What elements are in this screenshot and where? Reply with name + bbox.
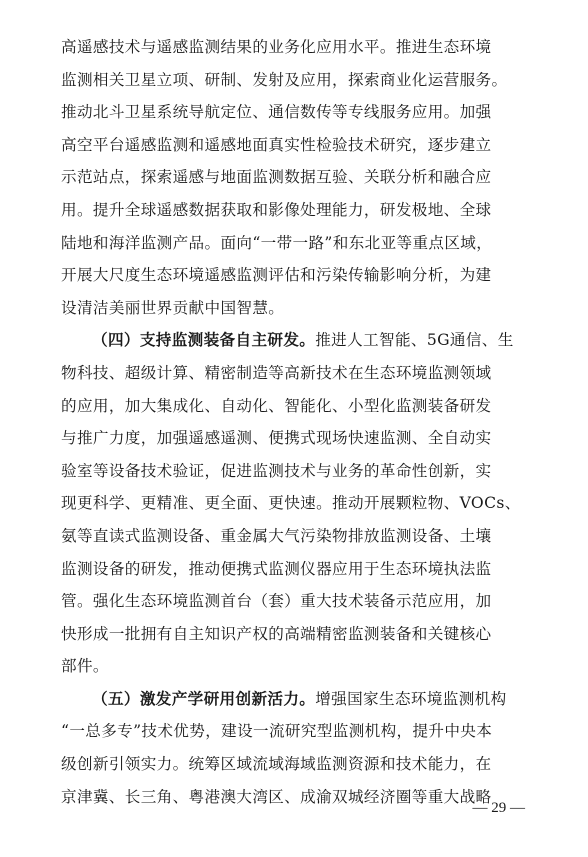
text-line: 监测相关卫星立项、研制、发射及应用，探索商业化运营服务。 xyxy=(61,70,508,89)
body-text xyxy=(61,31,541,813)
text-line: 高空平台遥感监测和遥感地面真实性检验技术研究，逐步建立 xyxy=(61,135,492,154)
text-line: 级创新引领实力。统筹区域流域海域监测资源和技术能力，在 xyxy=(61,755,492,774)
text-line: 与推广力度，加强遥感遥测、便携式现场快速监测、全自动实 xyxy=(61,429,492,448)
text-line: “一总多专”技术优势，建设一流研究型监测机构，提升中央本 xyxy=(61,722,493,741)
text-line: 部件。 xyxy=(61,657,109,676)
section-5-first-line xyxy=(61,683,541,716)
text-line: 高遥感技术与遥感监测结果的业务化应用水平。推进生态环境 xyxy=(61,38,492,56)
text-line: 物科技、超级计算、精密制造等高新技术在生态环境监测领域 xyxy=(61,363,492,382)
text-line: 现更科学、更精准、更全面、更快速。推动开展颗粒物、VOCs、 xyxy=(61,494,521,513)
text-line: 推动北斗卫星系统导航定位、通信数传等专线服务应用。加强 xyxy=(61,103,492,122)
text-line: 用。提升全球遥感数据获取和影像处理能力，研发极地、全球 xyxy=(61,200,492,219)
text-line: 的应用，加大集成化、自动化、智能化、小型化监测装备研发 xyxy=(61,396,492,415)
text-line: 监测设备的研发，推动便携式监测仪器应用于生态环境执法监 xyxy=(61,559,492,578)
section-4-first-line xyxy=(61,324,541,357)
text-line: 陆地和海洋监测产品。面向“一带一路”和东北亚等重点区域， xyxy=(61,233,493,252)
text-line: 示范站点，探索遥感与地面监测数据互验、关联分析和融合应 xyxy=(61,168,492,187)
section-4-first-line-text: 推进人工智能、5G通信、生 xyxy=(315,331,514,350)
section-5-heading: （五）激发产学研用创新活力。 xyxy=(92,689,316,708)
text-line: 验室等设备技术验证，促进监测技术与业务的革命性创新，实 xyxy=(61,461,492,480)
text-line: 开展大尺度生态环境遥感监测评估和污染传输影响分析，为建 xyxy=(61,266,492,285)
text-line: 快形成一批拥有自主知识产权的高端精密监测装备和关键核心 xyxy=(61,624,492,643)
text-line: 京津冀、长三角、粤港澳大湾区、成渝双城经济圈等重大战略 xyxy=(61,787,492,806)
text-line: 管。强化生态环境监测首台（套）重大技术装备示范应用，加 xyxy=(61,592,492,611)
section-5-first-line-text: 增强国家生态环境监测机构 xyxy=(315,689,507,708)
text-line: 氨等直读式监测设备、重金属大气污染物排放监测设备、土壤 xyxy=(61,526,492,545)
page-number: — 29 — xyxy=(472,800,525,816)
section-4-heading: （四）支持监测装备自主研发。 xyxy=(92,331,316,350)
text-line: 设清洁美丽世界贡献中国智慧。 xyxy=(61,298,285,317)
